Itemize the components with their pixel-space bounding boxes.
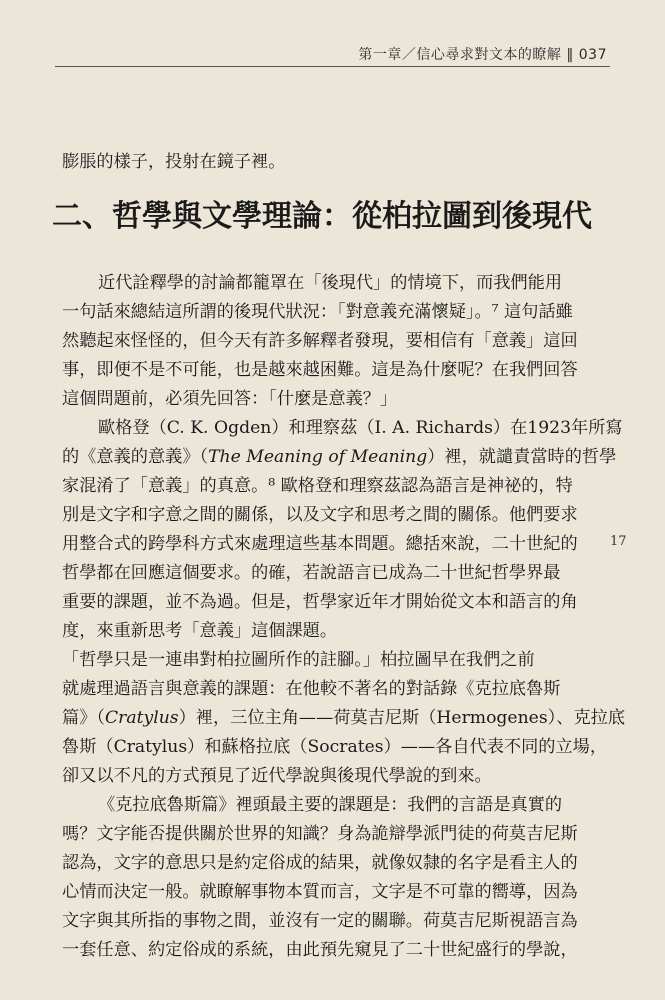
text-line: 一句話來總結這所謂的後現代狀況：「對意義充滿懷疑」。⁷ 這句話雖: [62, 302, 573, 322]
text-line: 別是文字和字意之間的關係，以及文字和思考之間的關係。他們要求: [62, 505, 578, 525]
dialogue-title-italic: Cratylus: [104, 708, 179, 728]
text-line: 文字與其所指的事物之間，並沒有一定的關聯。荷莫吉尼斯視語言為: [62, 911, 578, 931]
running-header: 第一章／信心尋求對文本的瞭解 ‖ 037: [358, 47, 607, 63]
text-segment: ）裡，三位主角——荷莫吉尼斯（Hermogenes）、克拉底: [178, 708, 626, 728]
header-rule: [55, 66, 610, 67]
text-line: 一套任意、約定俗成的系統，由此預先窺見了二十世紀盛行的學說，: [62, 940, 578, 960]
text-line: 心情而決定一般。就瞭解事物本質而言，文字是不可靠的嚮導，因為: [62, 882, 578, 902]
text-segment: ）裡，就譴責當時的哲學: [427, 447, 617, 467]
text-segment: 篇》（: [62, 708, 105, 728]
margin-page-number: 17: [610, 534, 627, 549]
text-line: 「哲學只是一連串對柏拉圖所作的註腳。」柏拉圖早在我們之前: [62, 650, 535, 670]
text-line: 歐格登（C. K. Ogden）和理察茲（I. A. Richards）在1923年所寫: [98, 418, 623, 438]
book-title-italic: The Meaning of Meaning: [208, 447, 428, 467]
text-line: 認為，文字的意思只是約定俗成的結果，就像奴隸的名字是看主人的: [62, 853, 578, 873]
text-segment: 的《意義的意義》（: [62, 447, 209, 467]
text-line: 近代詮釋學的討論都籠罩在「後現代」的情境下，而我們能用: [98, 273, 563, 293]
paragraph-4: [62, 791, 590, 965]
text-line: 度，來重新思考「意義」這個課題。: [62, 621, 338, 641]
section-heading: 二、哲學與文學理論：從柏拉圖到後現代: [52, 199, 592, 234]
text-line: 重要的課題，並不為過。但是，哲學家近年才開始從文本和語言的角: [62, 592, 578, 612]
text-line: 這個問題前，必須先回答：「什麼是意義？」: [62, 389, 398, 409]
paragraph-1: [62, 269, 590, 414]
text-line: 嗎？文字能否提供關於世界的知識？身為詭辯學派門徒的荷莫吉尼斯: [62, 824, 578, 844]
text-line: 卻又以不凡的方式預見了近代學說與後現代學說的到來。: [62, 766, 492, 786]
paragraph-3: [62, 646, 626, 791]
text-line: 事，即便不是不可能，也是越來越困難。這是為什麼呢？在我們回答: [62, 360, 578, 380]
text-line: 膨脹的樣子，投射在鏡子裡。: [62, 152, 286, 172]
text-line: 然聽起來怪怪的，但今天有許多解釋者發現，要相信有「意義」這回: [62, 331, 578, 351]
text-line: [62, 443, 617, 472]
text-line: 就處理過語言與意義的課題：在他較不著名的對話錄《克拉底魯斯: [62, 679, 561, 699]
text-line: 魯斯（Cratylus）和蘇格拉底（Socrates）——各自代表不同的立場，: [62, 737, 608, 757]
text-line: 家混淆了「意義」的真意。⁸ 歐格登和理察茲認為語言是神祕的，特: [62, 476, 573, 496]
text-line: 《克拉底魯斯篇》裡頭最主要的課題是：我們的言語是真實的: [98, 795, 563, 815]
text-line: 用整合式的跨學科方式來處理這些基本問題。總括來說，二十世紀的: [62, 534, 578, 554]
text-line: 哲學都在回應這個要求。的確，若說語言已成為二十世紀哲學界最: [62, 563, 561, 583]
text-line: [62, 704, 626, 733]
